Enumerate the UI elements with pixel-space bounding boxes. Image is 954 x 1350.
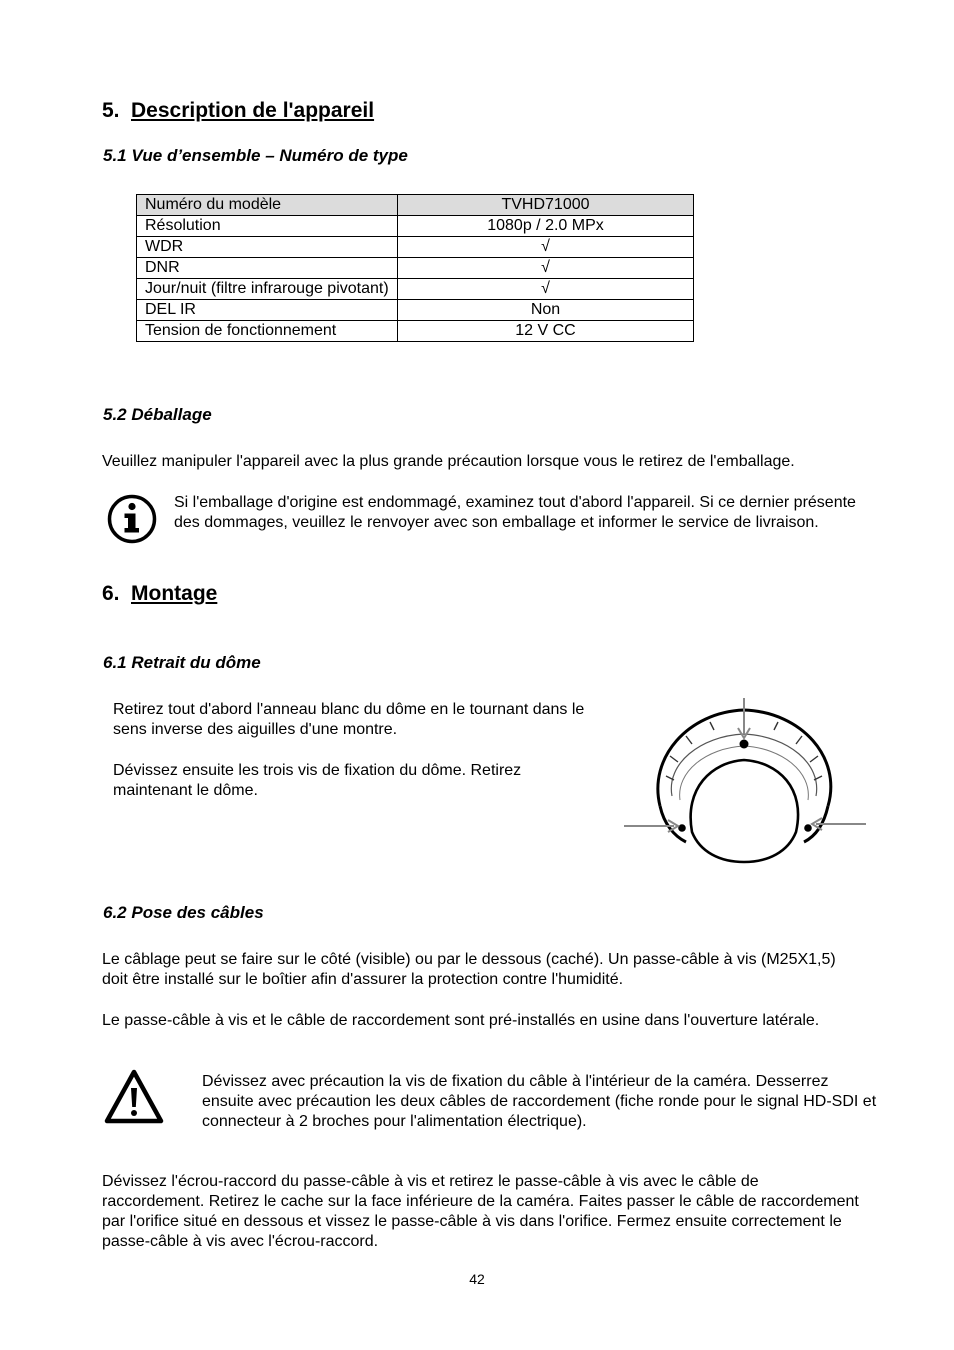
warning-icon (104, 1069, 164, 1125)
subsection-heading-unpacking: 5.2 Déballage (103, 405, 212, 424)
info-note: Si l'emballage d'origine est endommagé, examinez tout d'abord l'appareil. Si ce dernier présente des dommages, veuillez le renvoyer avec son emballage et informer le service de livraison. (174, 494, 856, 531)
section-heading-mounting (102, 582, 217, 606)
page-number: 42 (469, 1271, 485, 1287)
table-row (137, 279, 694, 300)
table-row (137, 237, 694, 258)
warning-note: Dévissez avec précaution la vis de fixation du câble à l'intérieur de la caméra. Desserrez ensuite avec précaution les deux câbles de raccordement (fiche ronde pour le signal HD-SDI et connecteur à 2 broches pour l'alimentation électrique). (202, 1073, 877, 1130)
cabling-paragraph-2: Le passe-câble à vis et le câble de raccordement sont pré-installés en usine dans l'ouverture latérale. (102, 1012, 820, 1029)
unpacking-paragraph: Veuillez manipuler l'appareil avec la plus grande précaution lorsque vous le retirez de l'emballage. (102, 453, 795, 470)
table-cell-label: DNR (137, 258, 398, 279)
section-title: Description de l'appareil (131, 99, 375, 122)
spec-table (136, 194, 694, 342)
cabling-paragraph-1: Le câblage peut se faire sur le côté (visible) ou par le dessous (caché). Un passe-câble à vis (M25X1,5) doit être installé sur le boîtier afin d'assurer la protection contre l'humidité. (102, 951, 836, 988)
table-cell-value: √ (398, 279, 694, 300)
subsection-heading-dome-removal: 6.1 Retrait du dôme (103, 653, 261, 672)
section-heading-description (102, 99, 374, 123)
table-cell-label: Tension de fonctionnement (137, 321, 398, 342)
table-row (137, 258, 694, 279)
table-cell-value: TVHD71000 (398, 195, 694, 216)
info-icon (106, 493, 158, 545)
table-cell-label: Jour/nuit (filtre infrarouge pivotant) (137, 279, 398, 300)
section-number: 6. (102, 582, 120, 605)
dome-paragraph-2: Dévissez ensuite les trois vis de fixation du dôme. Retirez maintenant le dôme. (113, 762, 522, 799)
table-cell-value: √ (398, 237, 694, 258)
table-row (137, 216, 694, 237)
dome-paragraph-1: Retirez tout d'abord l'anneau blanc du dôme en le tournant dans le sens inverse des aiguilles d'une montre. (113, 701, 585, 738)
table-row (137, 300, 694, 321)
section-title: Montage (131, 582, 218, 605)
table-cell-label: DEL IR (137, 300, 398, 321)
table-cell-label: WDR (137, 237, 398, 258)
subsection-heading-overview: 5.1 Vue d’ensemble – Numéro de type (103, 146, 408, 165)
table-cell-value: √ (398, 258, 694, 279)
table-cell-value: 1080p / 2.0 MPx (398, 216, 694, 237)
section-number: 5. (102, 99, 120, 122)
table-cell-label: Numéro du modèle (137, 195, 398, 216)
table-cell-value: 12 V CC (398, 321, 694, 342)
table-cell-value: Non (398, 300, 694, 321)
table-row (137, 321, 694, 342)
cabling-paragraph-3: Dévissez l'écrou-raccord du passe-câble à vis et retirez le passe-câble à vis avec le câble de raccordement. Retirez le cache sur la face inférieure de la caméra. Faites passer le câble de raccordement par l'orifice situé en dessous et vissez le passe-câble à vis dans l'orifice. Fermez ensuite correctement le passe-câble à vis avec l'écrou-raccord. (102, 1173, 859, 1250)
table-row (137, 195, 694, 216)
table-cell-label: Résolution (137, 216, 398, 237)
dome-camera-illustration (620, 696, 870, 868)
subsection-heading-cabling: 6.2 Pose des câbles (103, 903, 264, 922)
